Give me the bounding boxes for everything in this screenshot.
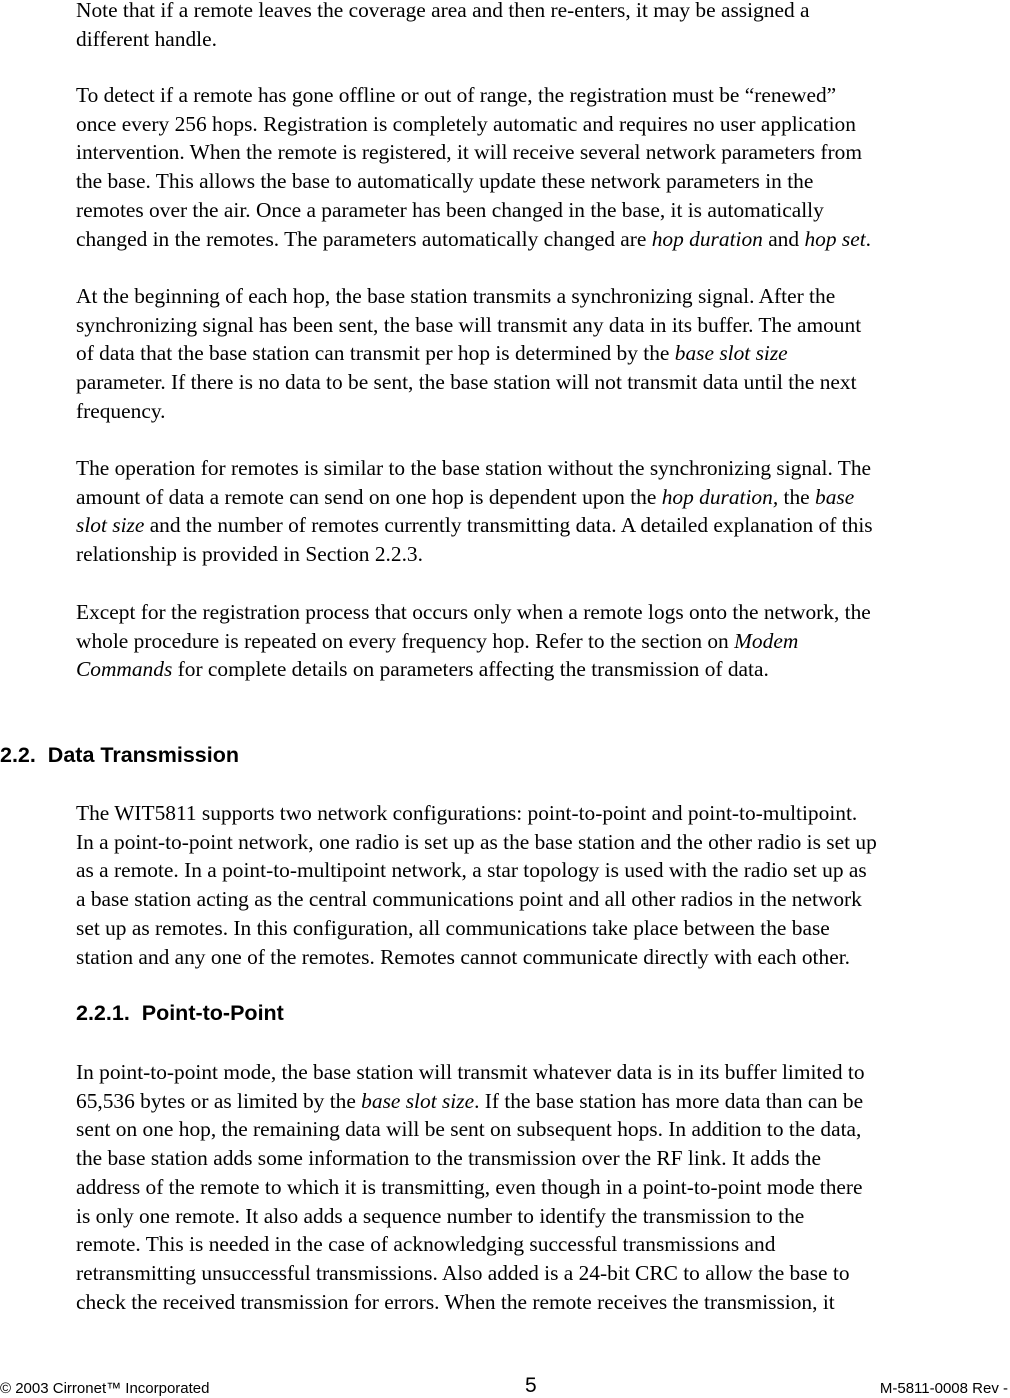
text-line: once every 256 hops. Registration is completely automatic and requires no user application (76, 111, 856, 136)
term-hop-set: hop set (804, 226, 866, 251)
text-line: The WIT5811 supports two network configurations: point-to-point and point-to-multipoint. (76, 801, 858, 825)
paragraph-procedure-repeat (76, 598, 1010, 684)
text-line: remotes over the air. Once a parameter has been changed in the base, it is automatically (76, 197, 824, 222)
text-line: To detect if a remote has gone offline or out of range, the registration must be “renewed” (76, 83, 837, 107)
text-line: set up as remotes. In this configuration, all communications take place between the base (76, 915, 830, 940)
footer-document-id: M-5811-0008 Rev - (879, 1380, 1008, 1397)
text-line: intervention. When the remote is registered, it will receive several network parameters from (76, 140, 863, 165)
text-line: of data that the base station can transmit per hop is determined by the base slot size (76, 341, 788, 366)
text-line: different handle. (76, 26, 217, 51)
text-line: station and any one of the remotes. Remotes cannot communicate directly with each other. (76, 944, 850, 969)
text-line: remote. This is needed in the case of acknowledging successful transmissions and (76, 1232, 776, 1257)
footer-copyright: © 2003 Cirronet™ Incorporated (0, 1380, 210, 1397)
page-number: 5 (525, 1374, 537, 1397)
text-line: address of the remote to which it is transmitting, even though in a point-to-point mode there (76, 1174, 863, 1199)
text-line: 65,536 bytes or as limited by the base slot size. If the base station has more data than can be (76, 1088, 864, 1113)
paragraph-hop-sync (76, 282, 1010, 426)
paragraph-remote-operation (76, 454, 1010, 569)
text-line: retransmitting unsuccessful transmissions. Also added is a 24-bit CRC to allow the base to (76, 1260, 850, 1285)
text-line: changed in the remotes. The parameters automatically changed are hop duration and hop set. (76, 226, 871, 251)
text-line: In point-to-point mode, the base station will transmit whatever data is in its buffer limited to (76, 1060, 865, 1084)
text-line: sent on one hop, the remaining data will be sent on subsequent hops. In addition to the data, (76, 1117, 862, 1142)
term-hop-duration: hop duration, (661, 484, 779, 509)
text-line: as a remote. In a point-to-multipoint network, a star topology is used with the radio set up as (76, 858, 867, 883)
text-line: synchronizing signal has been sent, the base will transmit any data in its buffer. The amount (76, 312, 862, 337)
term-base-slot-size: base slot size (674, 341, 788, 366)
text-line: whole procedure is repeated on every frequency hop. Refer to the section on Modem (76, 628, 799, 653)
term-hop-duration: hop duration (651, 226, 763, 251)
text-line: the base station adds some information to the transmission over the RF link. It adds the (76, 1146, 821, 1171)
text-line: the base. This allows the base to automatically update these network parameters in the (76, 169, 814, 194)
text-line: The operation for remotes is similar to the base station without the synchronizing signal. The (76, 456, 872, 480)
term-base: base (815, 484, 855, 509)
paragraph-registration-renewal (76, 81, 1010, 253)
paragraph-point-to-point-mode (76, 1058, 1010, 1316)
text-line: Except for the registration process that occurs only when a remote logs onto the network, the (76, 600, 871, 624)
text-line: slot size and the number of remotes currently transmitting data. A detailed explanation of this (76, 513, 873, 538)
paragraph-handle-note (76, 0, 1010, 53)
section-heading-data-transmission: 2.2. Data Transmission (0, 743, 239, 767)
text-line: amount of data a remote can send on one hop is dependent upon the hop duration, the base (76, 484, 855, 509)
text-line: a base station acting as the central communications point and all other radios in the network (76, 887, 862, 912)
term-modem: Modem (734, 628, 799, 653)
text-line: In a point-to-point network, one radio is set up as the base station and the other radio is set up (76, 829, 877, 854)
paragraph-network-configurations (76, 799, 1010, 971)
text-line: frequency. (76, 398, 166, 423)
text-line: relationship is provided in Section 2.2.3. (76, 542, 423, 567)
text-line: At the beginning of each hop, the base station transmits a synchronizing signal. After the (76, 284, 836, 308)
term-commands: Commands (76, 657, 173, 682)
page-footer (0, 1374, 1010, 1398)
term-base-slot-size: base slot size (361, 1088, 475, 1113)
text-line: check the received transmission for errors. When the remote receives the transmission, it (76, 1289, 835, 1314)
text-line: Commands for complete details on parameters affecting the transmission of data. (76, 657, 769, 682)
subsection-heading-point-to-point: 2.2.1. Point-to-Point (76, 1001, 284, 1025)
text-line: parameter. If there is no data to be sent, the base station will not transmit data until the next (76, 370, 857, 395)
term-slot-size: slot size (76, 513, 145, 538)
text-line: is only one remote. It also adds a sequence number to identify the transmission to the (76, 1203, 805, 1228)
text-line: Note that if a remote leaves the coverage area and then re-enters, it may be assigned a (76, 0, 810, 22)
